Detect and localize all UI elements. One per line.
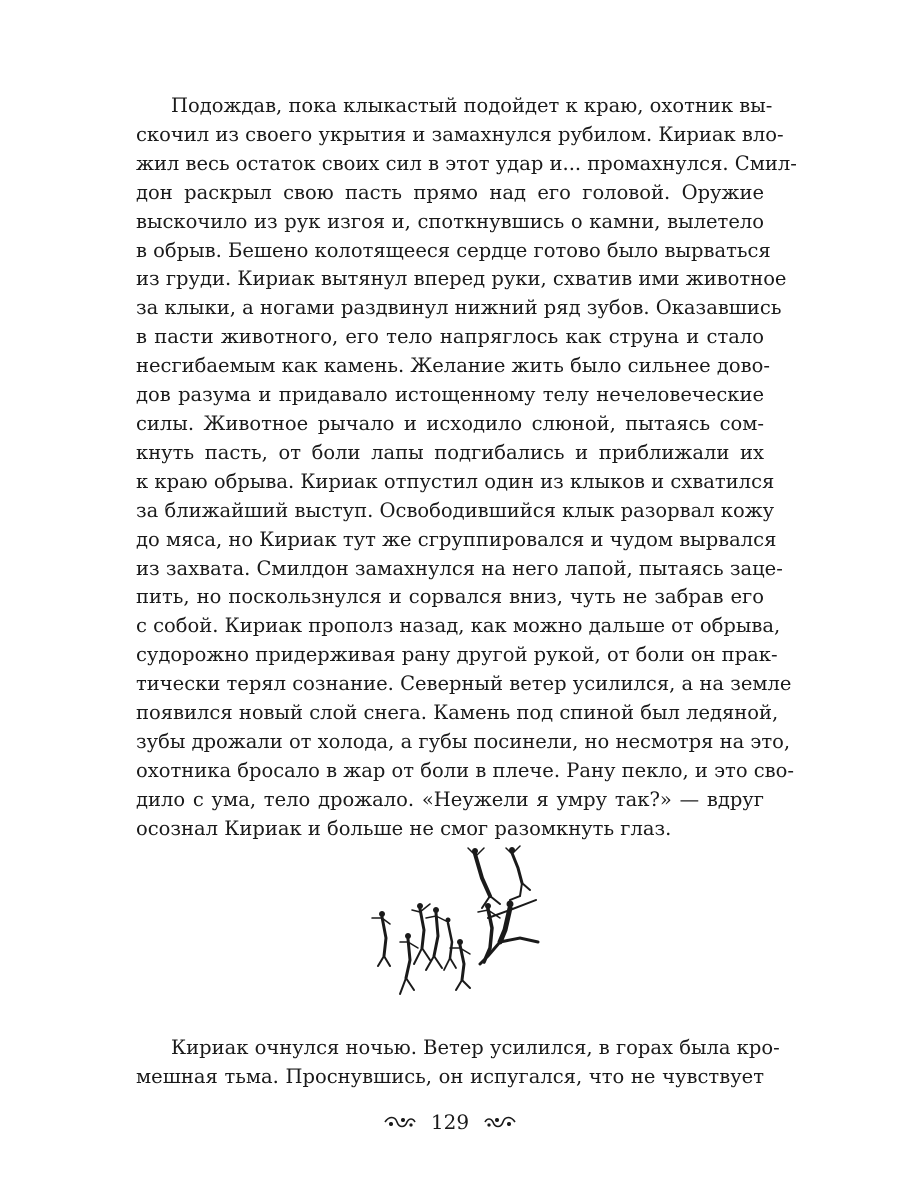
- text-line: пить, но поскользнулся и сорвался вниз, чуть не забрав его: [136, 585, 764, 609]
- page-footer: [0, 1110, 900, 1134]
- text-line: дило с ума, тело дрожало. «Неужели я умру так?» — вдруг: [136, 787, 764, 811]
- text-line: в обрыв. Бешено колотящееся сердце готово было вырваться: [136, 238, 771, 262]
- text-line: с собой. Кириак прополз назад, как можно дальше от обрыва,: [136, 614, 781, 638]
- text-line: дон раскрыл свою пасть прямо над его головой. Оружие: [136, 180, 764, 204]
- page-number: 129: [430, 1110, 470, 1134]
- text-line: Подождав, пока клыкастый подойдет к краю, охотник вы-: [171, 94, 773, 117]
- text-line: выскочило из рук изгоя и, споткнувшись о камни, вылетело: [136, 209, 764, 233]
- text-line: зубы дрожали от холода, а губы посинели, но несмотря на это,: [136, 729, 791, 753]
- text-line: мешная тьма. Проснувшись, он испугался, что не чувствует: [136, 1064, 764, 1088]
- paragraph-2: [136, 1034, 780, 1092]
- floral-ornament-icon: [483, 1114, 517, 1130]
- text-line: из груди. Кириак вытянул вперед руки, схватив ими животное: [136, 267, 787, 291]
- dancing-figures-image: [360, 838, 560, 1003]
- text-line: жил весь остаток своих сил в этот удар и... промахнулся. Смил-: [136, 151, 797, 175]
- text-line: до мяса, но Кириак тут же сгруппировался и чудом вырвался: [136, 527, 777, 551]
- text-line: осознал Кириак и больше не смог разомкнуть глаз.: [136, 816, 672, 840]
- text-line: силы. Животное рычало и исходило слюной, пытаясь сом-: [136, 411, 764, 435]
- text-line: кнуть пасть, от боли лапы подгибались и приближали их: [136, 440, 764, 464]
- paragraph-1: [136, 92, 797, 844]
- text-line: скочил из своего укрытия и замахнулся рубилом. Кириак вло-: [136, 122, 784, 146]
- text-line: судорожно придерживая рану другой рукой, от боли он прак-: [136, 643, 778, 667]
- floral-ornament-icon: [383, 1114, 417, 1130]
- text-line: дов разума и придавало истощенному телу нечеловеческие: [136, 383, 764, 407]
- text-line: в пасти животного, его тело напряглось как струна и стало: [136, 325, 764, 349]
- text-line: появился новый слой снега. Камень под спиной был ледяной,: [136, 701, 779, 725]
- cave-painting-illustration: [360, 838, 560, 1003]
- text-line: охотника бросало в жар от боли в плече. Рану пекло, и это сво-: [136, 758, 794, 782]
- text-line: за клыки, а ногами раздвинул нижний ряд зубов. Оказавшись: [136, 296, 782, 320]
- text-line: за ближайший выступ. Освободившийся клык разорвал кожу: [136, 498, 775, 522]
- text-line: тически терял сознание. Северный ветер усилился, а на земле: [136, 672, 792, 696]
- text-line: Кириак очнулся ночью. Ветер усилился, в горах была кро-: [171, 1036, 780, 1059]
- text-line: несгибаемым как камень. Желание жить было сильнее дово-: [136, 354, 770, 378]
- text-line: к краю обрыва. Кириак отпустил один из клыков и схватился: [136, 469, 775, 493]
- text-line: из захвата. Смилдон замахнулся на него лапой, пытаясь заце-: [136, 556, 783, 580]
